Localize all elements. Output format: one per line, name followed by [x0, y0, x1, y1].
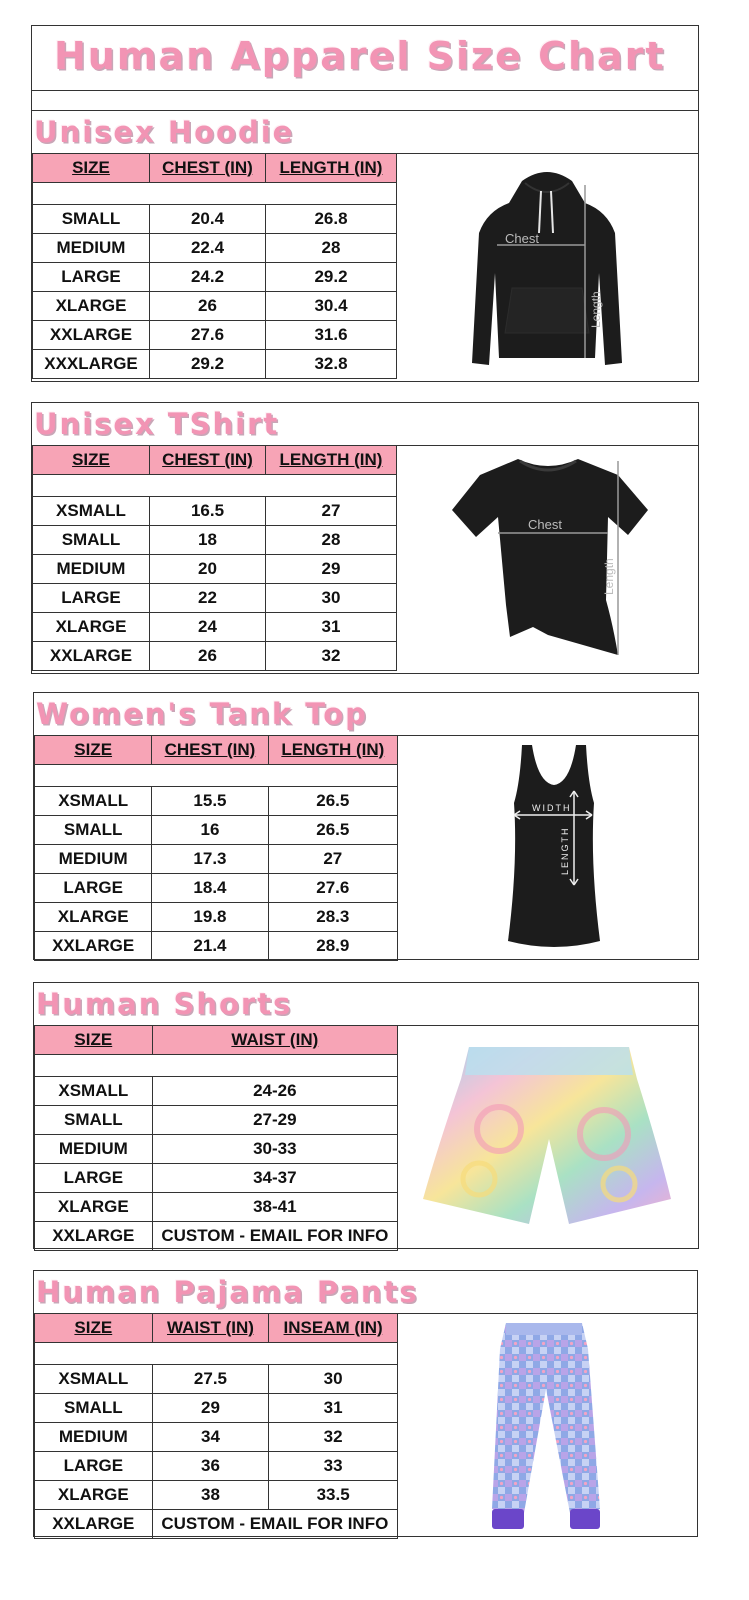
- table-row: [35, 1164, 398, 1193]
- size-cell: MEDIUM: [33, 234, 150, 263]
- chest-cell: 29.2: [150, 350, 266, 379]
- size-cell: MEDIUM: [35, 845, 152, 874]
- chest-cell: 22.4: [150, 234, 266, 263]
- length-cell: 28.9: [268, 932, 397, 961]
- length-cell: 32: [266, 642, 397, 671]
- size-cell: XXLARGE: [33, 321, 150, 350]
- size-cell: SMALL: [33, 205, 150, 234]
- waist-cell: 38-41: [152, 1193, 397, 1222]
- table-spacer-row: [35, 1343, 398, 1365]
- section-header: [34, 1271, 697, 1314]
- length-cell: 27: [266, 497, 397, 526]
- table-header-row: [33, 446, 397, 475]
- section-header: [32, 111, 698, 154]
- section-human-shorts: [33, 982, 699, 1249]
- header-length: LENGTH (IN): [266, 446, 397, 475]
- table-row: [33, 526, 397, 555]
- section-title: Unisex TShirt: [34, 407, 280, 441]
- table-row: [33, 263, 397, 292]
- chest-cell: 20.4: [150, 205, 266, 234]
- shorts-size-table: [34, 1025, 398, 1251]
- chest-cell: 20: [150, 555, 266, 584]
- size-cell: XXLARGE: [33, 642, 150, 671]
- chest-label: Chest: [528, 517, 562, 532]
- length-label: LENGTH: [560, 826, 570, 875]
- table-header-row: [35, 1026, 398, 1055]
- length-cell: 29.2: [266, 263, 397, 292]
- length-cell: 28.3: [268, 903, 397, 932]
- header-size: SIZE: [35, 736, 152, 765]
- table-spacer-row: [35, 765, 398, 787]
- header-waist: WAIST (IN): [152, 1026, 397, 1055]
- size-cell: MEDIUM: [35, 1135, 153, 1164]
- section-womens-tank-top: [33, 692, 699, 960]
- waist-cell: CUSTOM - EMAIL FOR INFO: [152, 1222, 397, 1251]
- size-cell: MEDIUM: [33, 555, 150, 584]
- size-cell: SMALL: [33, 526, 150, 555]
- table-row: [33, 234, 397, 263]
- section-human-pajama-pants: [33, 1270, 698, 1537]
- table-row: [35, 1106, 398, 1135]
- table-spacer-row: [33, 475, 397, 497]
- header-chest: CHEST (IN): [152, 736, 268, 765]
- length-cell: 27: [268, 845, 397, 874]
- table-row: [35, 1135, 398, 1164]
- table-row: [35, 903, 398, 932]
- header-waist: WAIST (IN): [152, 1314, 269, 1343]
- size-cell: XXXLARGE: [33, 350, 150, 379]
- table-row: [35, 787, 398, 816]
- size-cell: XLARGE: [33, 613, 150, 642]
- chest-cell: 27.6: [150, 321, 266, 350]
- table-spacer-row: [35, 1055, 398, 1077]
- waist-cell: 34: [152, 1423, 269, 1452]
- pajama-size-table: [34, 1313, 398, 1539]
- table-row: [33, 292, 397, 321]
- chest-cell: 18: [150, 526, 266, 555]
- title-divider: [32, 90, 698, 91]
- size-cell: XXLARGE: [35, 1510, 153, 1539]
- header-size: SIZE: [33, 154, 150, 183]
- waist-cell: 24-26: [152, 1077, 397, 1106]
- width-label: WIDTH: [532, 803, 572, 813]
- size-cell: SMALL: [35, 1394, 153, 1423]
- section-title: Human Pajama Pants: [36, 1275, 419, 1309]
- table-row: [35, 1452, 398, 1481]
- table-header-row: [35, 1314, 398, 1343]
- size-cell: XXLARGE: [35, 932, 152, 961]
- table-row: [35, 816, 398, 845]
- chest-cell: 24.2: [150, 263, 266, 292]
- length-cell: 26.5: [268, 816, 397, 845]
- length-cell: 31: [266, 613, 397, 642]
- table-row: [33, 350, 397, 379]
- table-header-row: [33, 154, 397, 183]
- inseam-cell: 33.5: [269, 1481, 398, 1510]
- waist-cell: 29: [152, 1394, 269, 1423]
- length-cell: 28: [266, 526, 397, 555]
- hoodie-illustration: [467, 163, 627, 378]
- tshirt-illustration: [448, 455, 653, 660]
- chest-cell: 21.4: [152, 932, 268, 961]
- page-title: Human Apparel Size Chart: [54, 34, 666, 78]
- waist-cell: 34-37: [152, 1164, 397, 1193]
- length-cell: 30.4: [266, 292, 397, 321]
- size-cell: SMALL: [35, 1106, 153, 1135]
- header-length: LENGTH (IN): [268, 736, 397, 765]
- chest-cell: 16: [152, 816, 268, 845]
- table-row: [33, 584, 397, 613]
- header-chest: CHEST (IN): [150, 154, 266, 183]
- section-unisex-hoodie: [31, 110, 699, 382]
- table-row: [35, 1365, 398, 1394]
- size-cell: XXLARGE: [35, 1222, 153, 1251]
- hoodie-size-table: [32, 153, 397, 379]
- size-cell: SMALL: [35, 816, 152, 845]
- table-row: [35, 932, 398, 961]
- table-row: [35, 1423, 398, 1452]
- table-row: [35, 1222, 398, 1251]
- section-header: [34, 983, 698, 1026]
- size-cell: LARGE: [33, 263, 150, 292]
- table-row: [33, 642, 397, 671]
- length-label: Length: [589, 291, 603, 328]
- size-cell: XLARGE: [33, 292, 150, 321]
- chest-cell: 26: [150, 642, 266, 671]
- inseam-cell: 31: [269, 1394, 398, 1423]
- length-label: Length: [602, 558, 616, 595]
- header-size: SIZE: [33, 446, 150, 475]
- size-cell: LARGE: [33, 584, 150, 613]
- table-row: [35, 1510, 398, 1539]
- chest-cell: 17.3: [152, 845, 268, 874]
- header-length: LENGTH (IN): [266, 154, 397, 183]
- size-cell: XSMALL: [35, 1365, 153, 1394]
- section-title: Human Shorts: [36, 987, 293, 1021]
- inseam-cell: 30: [269, 1365, 398, 1394]
- table-row: [33, 321, 397, 350]
- length-cell: 31.6: [266, 321, 397, 350]
- section-header: [34, 693, 698, 736]
- waist-cell: 27-29: [152, 1106, 397, 1135]
- table-row: [35, 874, 398, 903]
- inseam-cell: 32: [269, 1423, 398, 1452]
- table-row: [35, 1394, 398, 1423]
- section-title: Women's Tank Top: [36, 697, 368, 731]
- chest-cell: 16.5: [150, 497, 266, 526]
- waist-cell: 36: [152, 1452, 269, 1481]
- length-cell: 27.6: [268, 874, 397, 903]
- chest-cell: 22: [150, 584, 266, 613]
- length-cell: 30: [266, 584, 397, 613]
- size-cell: XLARGE: [35, 903, 152, 932]
- tank-top-illustration: [504, 743, 604, 949]
- chest-cell: 26: [150, 292, 266, 321]
- table-row: [35, 1077, 398, 1106]
- chest-cell: 24: [150, 613, 266, 642]
- section-header: [32, 403, 698, 446]
- size-cell: LARGE: [35, 1452, 153, 1481]
- waist-cell: CUSTOM - EMAIL FOR INFO: [152, 1510, 397, 1539]
- shorts-illustration: [419, 1039, 674, 1234]
- section-title: Unisex Hoodie: [34, 115, 295, 149]
- pajama-pants-illustration: [484, 1319, 604, 1533]
- title-box: [31, 25, 699, 111]
- header-size: SIZE: [35, 1026, 153, 1055]
- chest-label: Chest: [505, 231, 539, 246]
- size-cell: XSMALL: [35, 1077, 153, 1106]
- chest-cell: 18.4: [152, 874, 268, 903]
- length-cell: 26.5: [268, 787, 397, 816]
- table-row: [35, 1481, 398, 1510]
- waist-cell: 30-33: [152, 1135, 397, 1164]
- tshirt-size-table: [32, 445, 397, 671]
- waist-cell: 27.5: [152, 1365, 269, 1394]
- table-row: [33, 205, 397, 234]
- tank-size-table: [34, 735, 398, 961]
- inseam-cell: 33: [269, 1452, 398, 1481]
- header-chest: CHEST (IN): [150, 446, 266, 475]
- table-row: [35, 1193, 398, 1222]
- section-unisex-tshirt: [31, 402, 699, 674]
- size-cell: XSMALL: [35, 787, 152, 816]
- table-row: [33, 613, 397, 642]
- table-row: [33, 555, 397, 584]
- table-spacer-row: [33, 183, 397, 205]
- table-header-row: [35, 736, 398, 765]
- size-cell: XLARGE: [35, 1481, 153, 1510]
- chest-cell: 19.8: [152, 903, 268, 932]
- size-cell: LARGE: [35, 874, 152, 903]
- length-cell: 26.8: [266, 205, 397, 234]
- size-cell: LARGE: [35, 1164, 153, 1193]
- length-cell: 28: [266, 234, 397, 263]
- waist-cell: 38: [152, 1481, 269, 1510]
- length-cell: 29: [266, 555, 397, 584]
- table-row: [33, 497, 397, 526]
- chest-cell: 15.5: [152, 787, 268, 816]
- length-cell: 32.8: [266, 350, 397, 379]
- size-cell: XSMALL: [33, 497, 150, 526]
- header-inseam: INSEAM (IN): [269, 1314, 398, 1343]
- size-cell: XLARGE: [35, 1193, 153, 1222]
- size-cell: MEDIUM: [35, 1423, 153, 1452]
- table-row: [35, 845, 398, 874]
- header-size: SIZE: [35, 1314, 153, 1343]
